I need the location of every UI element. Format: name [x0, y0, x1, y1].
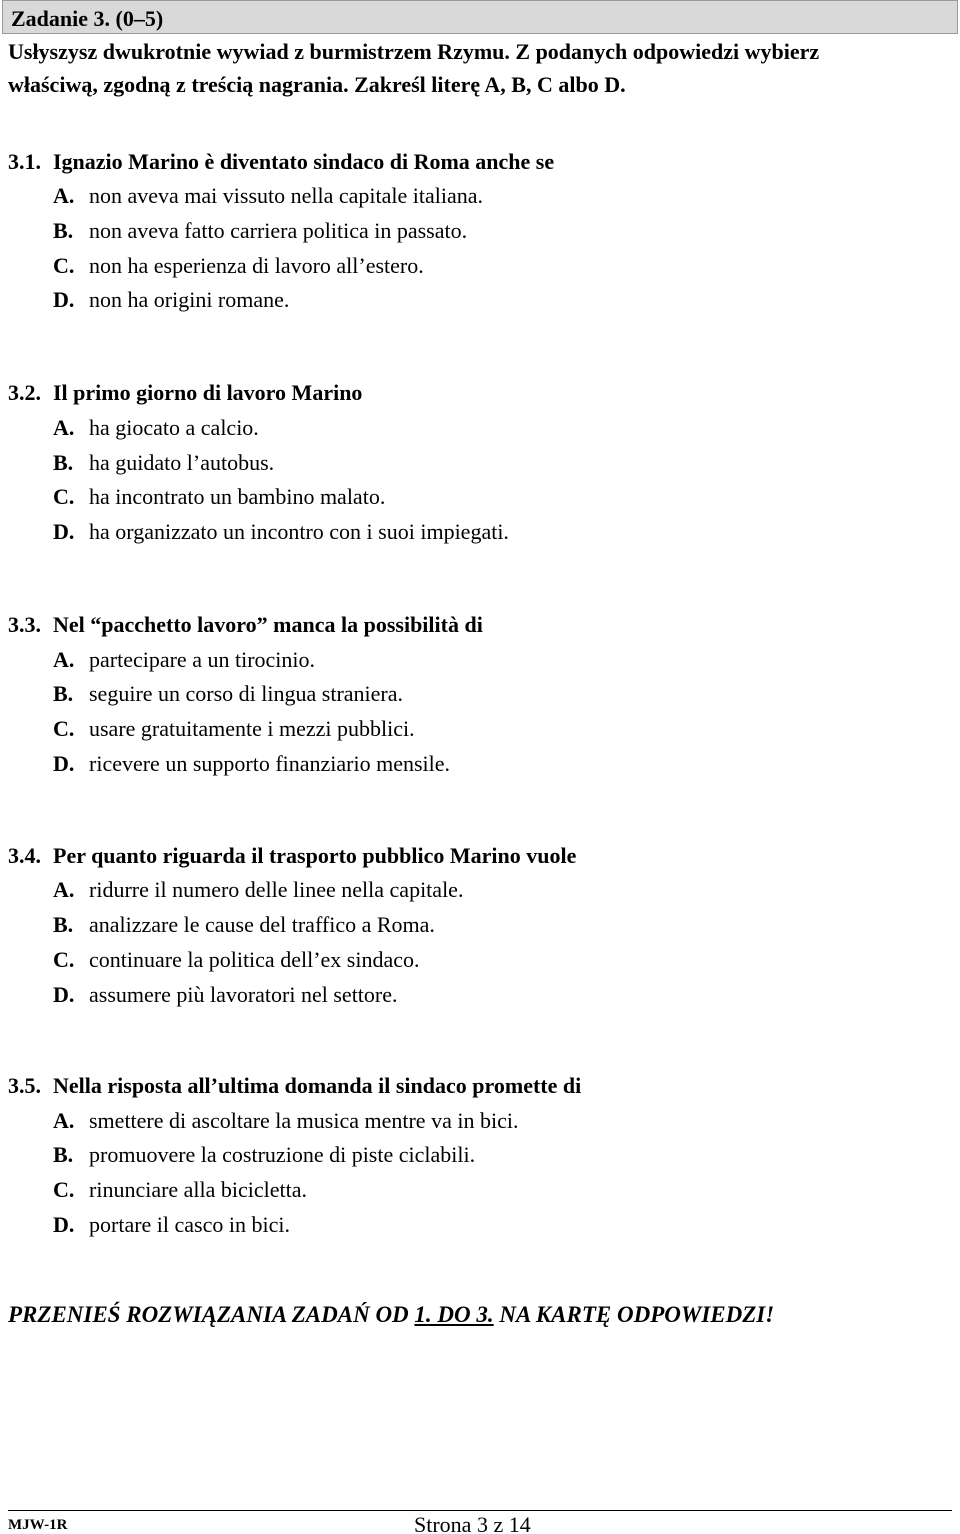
- option-3-4-a[interactable]: A. ridurre il numero delle linee nella capitale.: [53, 877, 464, 902]
- option-3-3-b[interactable]: B. seguire un corso di lingua straniera.: [53, 681, 404, 706]
- option-3-5-d[interactable]: D. portare il casco in bici.: [53, 1212, 290, 1237]
- question-3-2: [8, 380, 362, 406]
- task-header: [2, 0, 958, 34]
- option-3-5-b[interactable]: B. promuovere la costruzione di piste ciclabili.: [53, 1142, 476, 1167]
- option-3-3-a[interactable]: A. partecipare a un tirocinio.: [53, 647, 316, 672]
- transfer-answers-notice: PRZENIEŚ ROZWIĄZANIA ZADAŃ OD 1. DO 3. NA KARTĘ ODPOWIEDZI!: [8, 1302, 775, 1327]
- option-3-2-d[interactable]: D. ha organizzato un incontro con i suoi impiegati.: [53, 519, 509, 544]
- instruction-line-2: właściwą, zgodną z treścią nagrania. Zakreśl literę A, B, C albo D.: [8, 72, 626, 97]
- question-number: 3.1.: [8, 149, 41, 174]
- option-3-2-a[interactable]: A. ha giocato a calcio.: [53, 415, 259, 440]
- footer-divider: [8, 1510, 952, 1511]
- page-number: Strona 3 z 14: [414, 1512, 531, 1534]
- exam-code: MJW-1R: [8, 1517, 68, 1533]
- question-number: 3.2.: [8, 380, 41, 405]
- question-3-1: [8, 149, 554, 175]
- option-3-4-c[interactable]: C. continuare la politica dell’ex sindaco.: [53, 947, 420, 972]
- option-3-4-d[interactable]: D. assumere più lavoratori nel settore.: [53, 982, 398, 1007]
- question-3-3: [8, 612, 483, 638]
- option-3-1-a[interactable]: A. non aveva mai vissuto nella capitale italiana.: [53, 183, 484, 208]
- option-3-5-a[interactable]: A. smettere di ascoltare la musica mentre va in bici.: [53, 1108, 519, 1133]
- option-3-5-c[interactable]: C. rinunciare alla bicicletta.: [53, 1177, 308, 1202]
- question-text: Nella risposta all’ultima domanda il sindaco promette di: [53, 1073, 582, 1098]
- question-text: Il primo giorno di lavoro Marino: [53, 380, 363, 405]
- instruction-line-1: Usłyszysz dwukrotnie wywiad z burmistrzem Rzymu. Z podanych odpowiedzi wybierz: [8, 39, 820, 64]
- question-text: Nel “pacchetto lavoro” manca la possibilità di: [53, 612, 483, 637]
- question-text: Ignazio Marino è diventato sindaco di Roma anche se: [53, 149, 555, 174]
- option-3-1-d[interactable]: D. non ha origini romane.: [53, 287, 290, 312]
- question-number: 3.3.: [8, 612, 41, 637]
- question-3-5: [8, 1073, 581, 1099]
- option-3-1-c[interactable]: C. non ha esperienza di lavoro all’estero.: [53, 253, 424, 278]
- question-3-4: [8, 843, 576, 869]
- option-3-3-d[interactable]: D. ricevere un supporto finanziario mensile.: [53, 751, 451, 776]
- option-3-1-b[interactable]: B. non aveva fatto carriera politica in passato.: [53, 218, 468, 243]
- question-number: 3.5.: [8, 1073, 41, 1098]
- question-number: 3.4.: [8, 843, 41, 868]
- question-text: Per quanto riguarda il trasporto pubblico Marino vuole: [53, 843, 577, 868]
- task-title: Zadanie 3. (0–5): [11, 6, 164, 31]
- option-3-3-c[interactable]: C. usare gratuitamente i mezzi pubblici.: [53, 716, 415, 741]
- option-3-4-b[interactable]: B. analizzare le cause del traffico a Roma.: [53, 912, 435, 937]
- option-3-2-b[interactable]: B. ha guidato l’autobus.: [53, 450, 275, 475]
- option-3-2-c[interactable]: C. ha incontrato un bambino malato.: [53, 484, 386, 509]
